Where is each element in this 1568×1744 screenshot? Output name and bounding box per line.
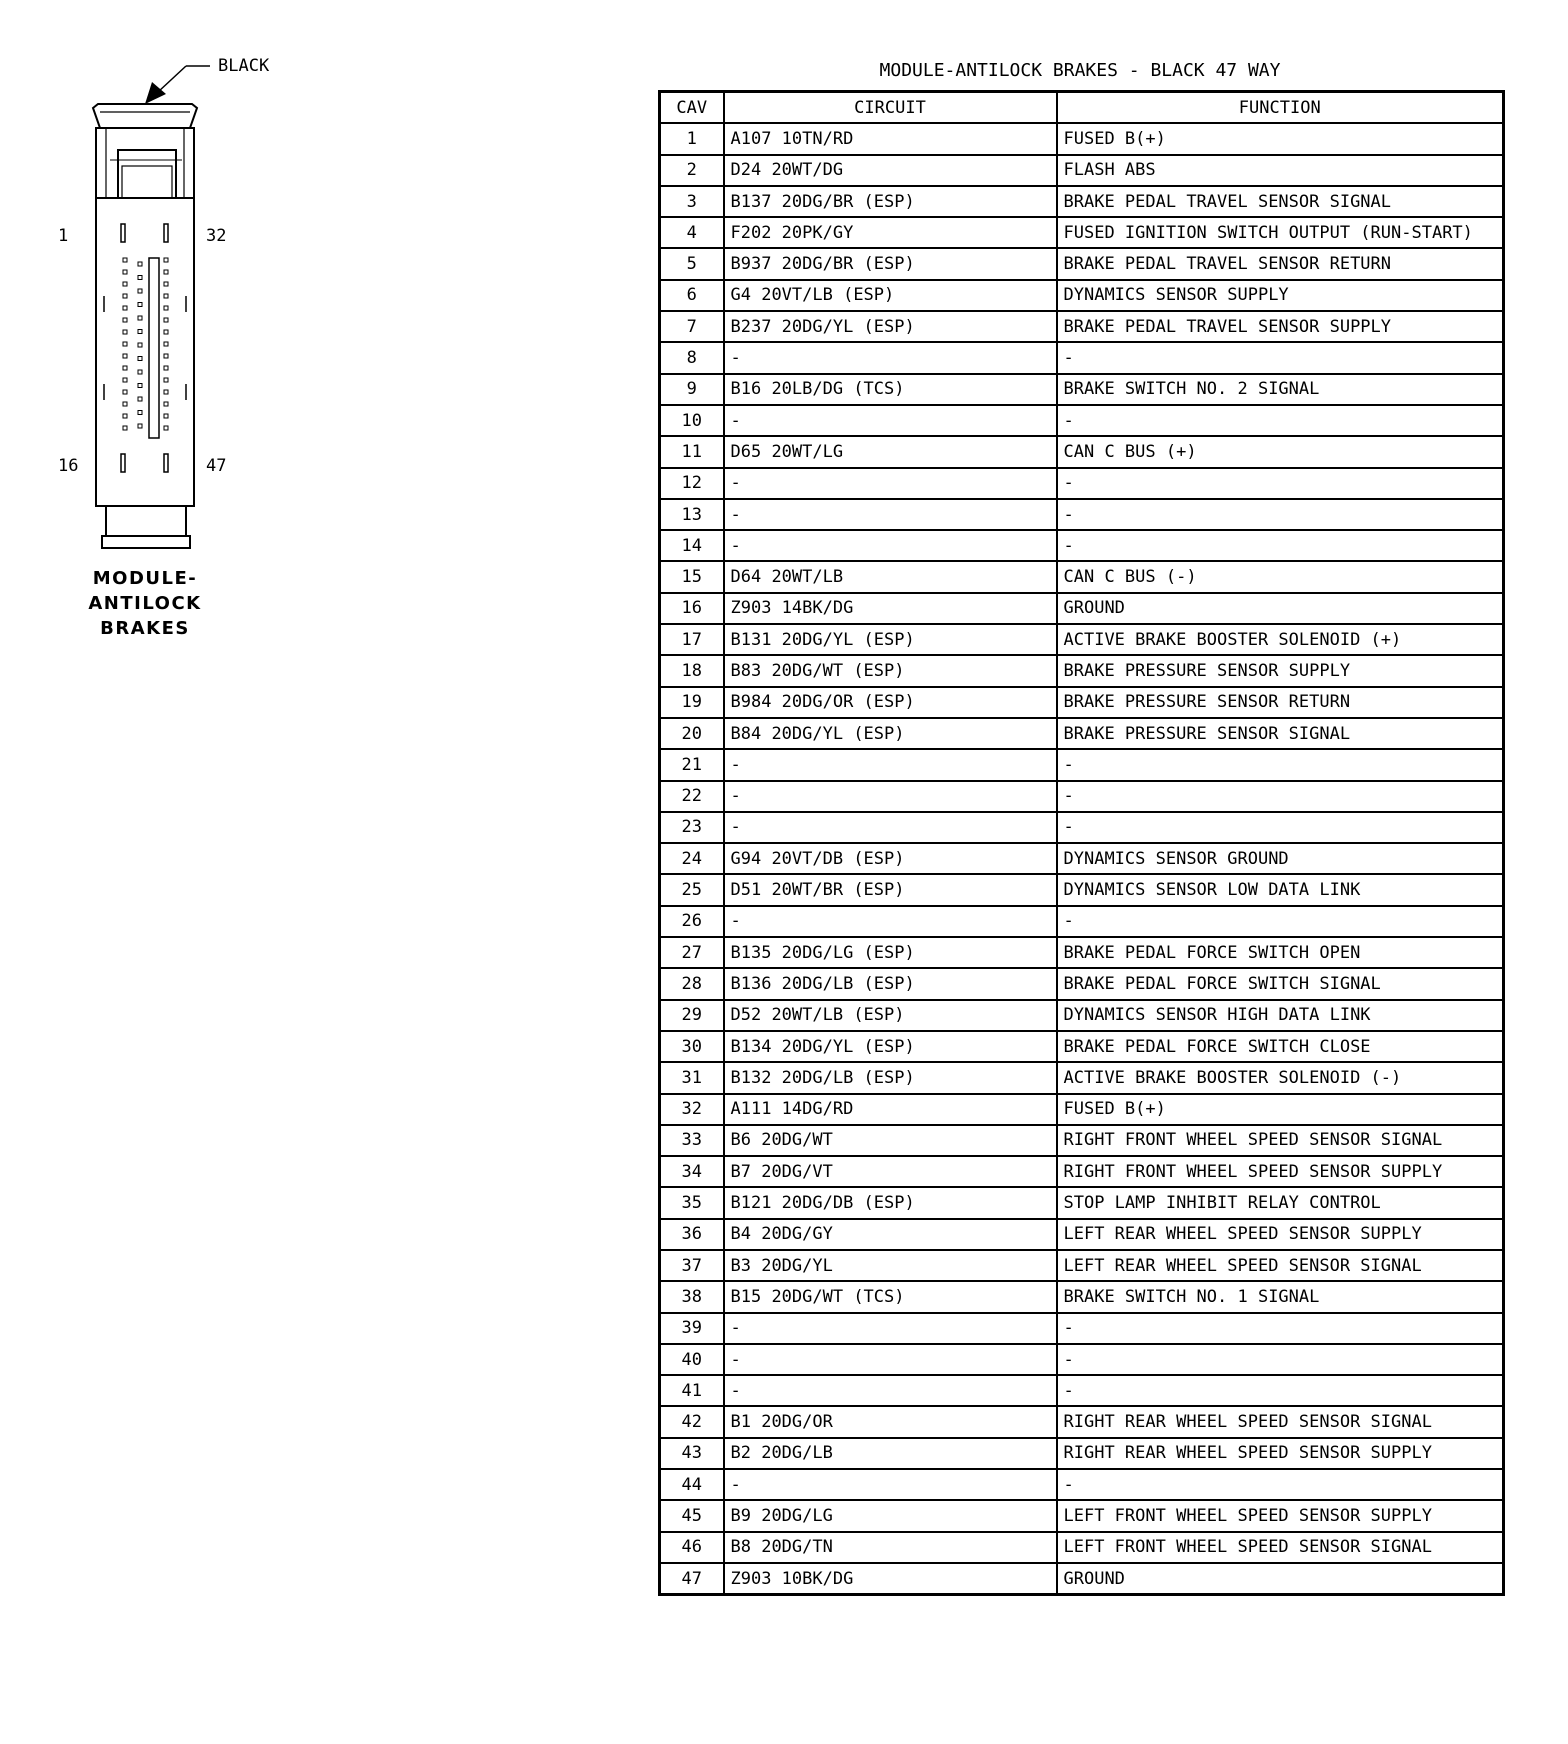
function-cell: -: [1057, 749, 1504, 780]
circuit-cell: B1 20DG/OR: [724, 1406, 1057, 1437]
connector-pin: [138, 303, 142, 307]
pin-label-1: 1: [58, 226, 69, 246]
cav-cell: 2: [660, 155, 724, 186]
connector-pin: [164, 390, 168, 394]
table-row: [660, 843, 1504, 874]
cav-cell: 24: [660, 843, 724, 874]
function-cell: FUSED B(+): [1057, 1094, 1504, 1125]
cav-cell: 3: [660, 186, 724, 217]
function-cell: BRAKE PRESSURE SENSOR RETURN: [1057, 687, 1504, 718]
pinout-table: [658, 90, 1505, 1596]
circuit-cell: B2 20DG/LB: [724, 1438, 1057, 1469]
function-cell: RIGHT FRONT WHEEL SPEED SENSOR SIGNAL: [1057, 1125, 1504, 1156]
pin-grid: [123, 258, 168, 430]
function-cell: -: [1057, 1375, 1504, 1406]
cav-cell: 30: [660, 1031, 724, 1062]
cav-cell: 34: [660, 1156, 724, 1187]
function-cell: RIGHT REAR WHEEL SPEED SENSOR SUPPLY: [1057, 1438, 1504, 1469]
table-row: [660, 655, 1504, 686]
circuit-cell: B132 20DG/LB (ESP): [724, 1062, 1057, 1093]
function-cell: CAN C BUS (+): [1057, 436, 1504, 467]
cav-cell: 25: [660, 874, 724, 905]
connector-pin: [123, 390, 127, 394]
cav-cell: 16: [660, 593, 724, 624]
circuit-cell: B8 20DG/TN: [724, 1532, 1057, 1563]
table-title: MODULE-ANTILOCK BRAKES - BLACK 47 WAY: [879, 60, 1281, 81]
table-row: [660, 1500, 1504, 1531]
pin-label-16: 16: [58, 456, 79, 476]
connector-pin: [164, 318, 168, 322]
table-row: [660, 499, 1504, 530]
table-row: [660, 1563, 1504, 1595]
table-row: [660, 1031, 1504, 1062]
connector-pin: [123, 354, 127, 358]
table-row: [660, 405, 1504, 436]
cav-cell: 5: [660, 248, 724, 279]
connector-pin: [123, 330, 127, 334]
connector-pin: [138, 397, 142, 401]
table-row: [660, 906, 1504, 937]
table-row: [660, 436, 1504, 467]
connector-pin: [138, 276, 142, 280]
function-cell: GROUND: [1057, 593, 1504, 624]
connector-pin: [123, 294, 127, 298]
circuit-cell: B984 20DG/OR (ESP): [724, 687, 1057, 718]
cav-cell: 45: [660, 1500, 724, 1531]
table-row: [660, 1219, 1504, 1250]
cav-cell: 20: [660, 718, 724, 749]
table-row: [660, 1094, 1504, 1125]
cav-cell: 17: [660, 624, 724, 655]
cav-cell: 12: [660, 468, 724, 499]
circuit-cell: B134 20DG/YL (ESP): [724, 1031, 1057, 1062]
header-cav: CAV: [660, 92, 724, 124]
table-header-row: [660, 92, 1504, 124]
cav-cell: 22: [660, 781, 724, 812]
cav-cell: 46: [660, 1532, 724, 1563]
table-row: [660, 248, 1504, 279]
cav-cell: 41: [660, 1375, 724, 1406]
connector-pin: [123, 258, 127, 262]
connector-pin: [123, 414, 127, 418]
cav-cell: 35: [660, 1187, 724, 1218]
connector-pin: [123, 270, 127, 274]
table-row: [660, 1000, 1504, 1031]
table-row: [660, 593, 1504, 624]
table-row: [660, 468, 1504, 499]
table-row: [660, 937, 1504, 968]
cav-cell: 26: [660, 906, 724, 937]
circuit-cell: F202 20PK/GY: [724, 217, 1057, 248]
function-cell: -: [1057, 1344, 1504, 1375]
connector-caption-line1: MODULE-: [92, 568, 198, 589]
table-row: [660, 155, 1504, 186]
circuit-cell: -: [724, 468, 1057, 499]
connector-pin: [138, 370, 142, 374]
connector-pin: [164, 342, 168, 346]
circuit-cell: D51 20WT/BR (ESP): [724, 874, 1057, 905]
cav-cell: 4: [660, 217, 724, 248]
circuit-cell: B136 20DG/LB (ESP): [724, 968, 1057, 999]
circuit-cell: -: [724, 749, 1057, 780]
circuit-cell: B7 20DG/VT: [724, 1156, 1057, 1187]
function-cell: GROUND: [1057, 1563, 1504, 1595]
function-cell: -: [1057, 530, 1504, 561]
circuit-cell: D65 20WT/LG: [724, 436, 1057, 467]
table-row: [660, 1062, 1504, 1093]
table-row: [660, 561, 1504, 592]
cav-cell: 15: [660, 561, 724, 592]
connector-pin: [123, 306, 127, 310]
table-row: [660, 1281, 1504, 1312]
circuit-cell: B4 20DG/GY: [724, 1219, 1057, 1250]
connector-pin: [164, 426, 168, 430]
circuit-cell: B237 20DG/YL (ESP): [724, 311, 1057, 342]
connector-pin: [164, 294, 168, 298]
connector-color-label: BLACK: [218, 56, 270, 76]
table-row: [660, 1156, 1504, 1187]
table-row: [660, 1313, 1504, 1344]
circuit-cell: -: [724, 342, 1057, 373]
function-cell: LEFT FRONT WHEEL SPEED SENSOR SIGNAL: [1057, 1532, 1504, 1563]
function-cell: BRAKE PRESSURE SENSOR SIGNAL: [1057, 718, 1504, 749]
function-cell: -: [1057, 1313, 1504, 1344]
cav-cell: 9: [660, 374, 724, 405]
function-cell: RIGHT REAR WHEEL SPEED SENSOR SIGNAL: [1057, 1406, 1504, 1437]
circuit-cell: B131 20DG/YL (ESP): [724, 624, 1057, 655]
circuit-cell: B137 20DG/BR (ESP): [724, 186, 1057, 217]
table-row: [660, 123, 1504, 154]
cav-cell: 40: [660, 1344, 724, 1375]
circuit-cell: B15 20DG/WT (TCS): [724, 1281, 1057, 1312]
circuit-cell: A111 14DG/RD: [724, 1094, 1057, 1125]
cav-cell: 28: [660, 968, 724, 999]
connector-pin: [138, 316, 142, 320]
circuit-cell: -: [724, 781, 1057, 812]
function-cell: -: [1057, 812, 1504, 843]
function-cell: -: [1057, 499, 1504, 530]
cav-cell: 42: [660, 1406, 724, 1437]
circuit-cell: D52 20WT/LB (ESP): [724, 1000, 1057, 1031]
cav-cell: 8: [660, 342, 724, 373]
function-cell: BRAKE PRESSURE SENSOR SUPPLY: [1057, 655, 1504, 686]
function-cell: ACTIVE BRAKE BOOSTER SOLENOID (-): [1057, 1062, 1504, 1093]
circuit-cell: B121 20DG/DB (ESP): [724, 1187, 1057, 1218]
table-row: [660, 342, 1504, 373]
function-cell: CAN C BUS (-): [1057, 561, 1504, 592]
circuit-cell: G4 20VT/LB (ESP): [724, 280, 1057, 311]
circuit-cell: B84 20DG/YL (ESP): [724, 718, 1057, 749]
function-cell: STOP LAMP INHIBIT RELAY CONTROL: [1057, 1187, 1504, 1218]
table-row: [660, 1438, 1504, 1469]
table-row: [660, 1375, 1504, 1406]
connector-pin: [164, 330, 168, 334]
cav-cell: 11: [660, 436, 724, 467]
function-cell: BRAKE SWITCH NO. 1 SIGNAL: [1057, 1281, 1504, 1312]
table-row: [660, 781, 1504, 812]
circuit-cell: B937 20DG/BR (ESP): [724, 248, 1057, 279]
cav-cell: 1: [660, 123, 724, 154]
table-row: [660, 1406, 1504, 1437]
circuit-cell: Z903 10BK/DG: [724, 1563, 1057, 1595]
function-cell: ACTIVE BRAKE BOOSTER SOLENOID (+): [1057, 624, 1504, 655]
function-cell: DYNAMICS SENSOR GROUND: [1057, 843, 1504, 874]
connector-pin: [138, 411, 142, 415]
connector-pin: [123, 378, 127, 382]
cav-cell: 39: [660, 1313, 724, 1344]
function-cell: BRAKE PEDAL TRAVEL SENSOR SIGNAL: [1057, 186, 1504, 217]
connector-pin: [164, 282, 168, 286]
function-cell: BRAKE PEDAL TRAVEL SENSOR SUPPLY: [1057, 311, 1504, 342]
cav-cell: 7: [660, 311, 724, 342]
circuit-cell: -: [724, 1469, 1057, 1500]
connector-pin: [164, 366, 168, 370]
table-row: [660, 812, 1504, 843]
table-row: [660, 1344, 1504, 1375]
cav-cell: 47: [660, 1563, 724, 1595]
pin-label-47: 47: [206, 456, 227, 476]
cav-cell: 23: [660, 812, 724, 843]
cav-cell: 33: [660, 1125, 724, 1156]
table-row: [660, 217, 1504, 248]
connector-pin: [164, 402, 168, 406]
cav-cell: 31: [660, 1062, 724, 1093]
cav-cell: 21: [660, 749, 724, 780]
table-row: [660, 280, 1504, 311]
pin-label-32: 32: [206, 226, 227, 246]
connector-pin: [123, 342, 127, 346]
circuit-cell: -: [724, 1344, 1057, 1375]
function-cell: -: [1057, 342, 1504, 373]
table-row: [660, 968, 1504, 999]
connector-caption-line2: ANTILOCK BRAKES: [88, 593, 202, 639]
cav-cell: 10: [660, 405, 724, 436]
circuit-cell: B6 20DG/WT: [724, 1125, 1057, 1156]
function-cell: BRAKE PEDAL TRAVEL SENSOR RETURN: [1057, 248, 1504, 279]
connector-diagram: [0, 0, 560, 700]
connector-pin: [123, 318, 127, 322]
table-row: [660, 1187, 1504, 1218]
circuit-cell: -: [724, 530, 1057, 561]
cav-cell: 37: [660, 1250, 724, 1281]
cav-cell: 36: [660, 1219, 724, 1250]
connector-pin: [138, 424, 142, 428]
circuit-cell: B83 20DG/WT (ESP): [724, 655, 1057, 686]
function-cell: LEFT FRONT WHEEL SPEED SENSOR SUPPLY: [1057, 1500, 1504, 1531]
table-row: [660, 530, 1504, 561]
function-cell: -: [1057, 405, 1504, 436]
header-circuit: CIRCUIT: [724, 92, 1057, 124]
cav-cell: 6: [660, 280, 724, 311]
circuit-cell: Z903 14BK/DG: [724, 593, 1057, 624]
function-cell: BRAKE PEDAL FORCE SWITCH CLOSE: [1057, 1031, 1504, 1062]
connector-pin: [164, 414, 168, 418]
cav-cell: 32: [660, 1094, 724, 1125]
connector-pin: [138, 384, 142, 388]
function-cell: -: [1057, 781, 1504, 812]
table-row: [660, 718, 1504, 749]
connector-pin: [164, 270, 168, 274]
function-cell: LEFT REAR WHEEL SPEED SENSOR SUPPLY: [1057, 1219, 1504, 1250]
header-function: FUNCTION: [1057, 92, 1504, 124]
table-row: [660, 311, 1504, 342]
function-cell: -: [1057, 1469, 1504, 1500]
function-cell: RIGHT FRONT WHEEL SPEED SENSOR SUPPLY: [1057, 1156, 1504, 1187]
circuit-cell: D64 20WT/LB: [724, 561, 1057, 592]
circuit-cell: -: [724, 1313, 1057, 1344]
table-row: [660, 186, 1504, 217]
circuit-cell: -: [724, 906, 1057, 937]
cav-cell: 18: [660, 655, 724, 686]
table-row: [660, 1532, 1504, 1563]
connector-pin: [164, 306, 168, 310]
connector-caption: [40, 566, 250, 641]
connector-pin: [123, 426, 127, 430]
connector-pin: [123, 402, 127, 406]
cav-cell: 43: [660, 1438, 724, 1469]
circuit-cell: G94 20VT/DB (ESP): [724, 843, 1057, 874]
circuit-cell: B9 20DG/LG: [724, 1500, 1057, 1531]
function-cell: DYNAMICS SENSOR HIGH DATA LINK: [1057, 1000, 1504, 1031]
function-cell: FUSED B(+): [1057, 123, 1504, 154]
table-row: [660, 624, 1504, 655]
circuit-cell: B135 20DG/LG (ESP): [724, 937, 1057, 968]
circuit-cell: -: [724, 1375, 1057, 1406]
connector-pin: [164, 378, 168, 382]
circuit-cell: B16 20LB/DG (TCS): [724, 374, 1057, 405]
function-cell: DYNAMICS SENSOR LOW DATA LINK: [1057, 874, 1504, 905]
connector-pin: [164, 258, 168, 262]
function-cell: BRAKE SWITCH NO. 2 SIGNAL: [1057, 374, 1504, 405]
table-row: [660, 687, 1504, 718]
connector-pin: [138, 330, 142, 334]
circuit-cell: B3 20DG/YL: [724, 1250, 1057, 1281]
cav-cell: 14: [660, 530, 724, 561]
circuit-cell: -: [724, 499, 1057, 530]
cav-cell: 13: [660, 499, 724, 530]
table-row: [660, 874, 1504, 905]
circuit-cell: D24 20WT/DG: [724, 155, 1057, 186]
connector-pin: [138, 289, 142, 293]
table-row: [660, 1250, 1504, 1281]
function-cell: FLASH ABS: [1057, 155, 1504, 186]
table-row: [660, 374, 1504, 405]
connector-pin: [138, 343, 142, 347]
function-cell: FUSED IGNITION SWITCH OUTPUT (RUN-START): [1057, 217, 1504, 248]
cav-cell: 27: [660, 937, 724, 968]
connector-pin: [138, 357, 142, 361]
connector-pin: [138, 262, 142, 266]
function-cell: -: [1057, 468, 1504, 499]
table-row: [660, 1125, 1504, 1156]
function-cell: BRAKE PEDAL FORCE SWITCH SIGNAL: [1057, 968, 1504, 999]
circuit-cell: A107 10TN/RD: [724, 123, 1057, 154]
connector-pin: [123, 282, 127, 286]
circuit-cell: -: [724, 812, 1057, 843]
table-row: [660, 749, 1504, 780]
circuit-cell: -: [724, 405, 1057, 436]
cav-cell: 38: [660, 1281, 724, 1312]
cav-cell: 19: [660, 687, 724, 718]
cav-cell: 44: [660, 1469, 724, 1500]
cav-cell: 29: [660, 1000, 724, 1031]
function-cell: -: [1057, 906, 1504, 937]
connector-pin: [123, 366, 127, 370]
function-cell: DYNAMICS SENSOR SUPPLY: [1057, 280, 1504, 311]
function-cell: BRAKE PEDAL FORCE SWITCH OPEN: [1057, 937, 1504, 968]
table-row: [660, 1469, 1504, 1500]
connector-pin: [164, 354, 168, 358]
function-cell: LEFT REAR WHEEL SPEED SENSOR SIGNAL: [1057, 1250, 1504, 1281]
